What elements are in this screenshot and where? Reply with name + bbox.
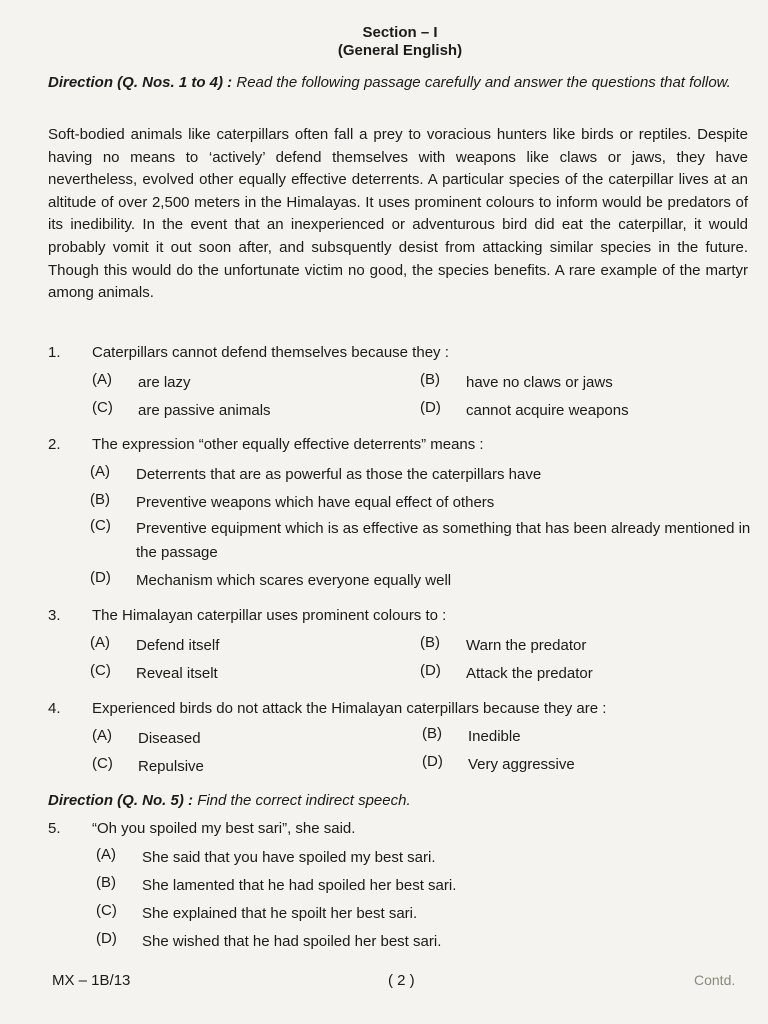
option-letter: (A) (90, 634, 110, 651)
option-letter: (B) (420, 634, 440, 651)
option-text: Warn the predator (466, 637, 587, 654)
option-text: are passive animals (138, 402, 271, 419)
question-text: The Himalayan caterpillar uses prominent colours to : (92, 607, 447, 624)
option-text: Preventive weapons which have equal effect of others (136, 494, 495, 511)
direction-text: Find the correct indirect speech. (197, 792, 411, 809)
question-number: 3. (48, 607, 61, 624)
paper-code: MX – 1B/13 (52, 972, 131, 989)
option-letter: (D) (420, 399, 441, 416)
question-text: Experienced birds do not attack the Himalayan caterpillars because they are : (92, 700, 607, 717)
option-text: Diseased (138, 730, 201, 747)
option-text: Reveal itselt (136, 665, 218, 682)
option-letter: (D) (420, 662, 441, 679)
option-letter: (B) (90, 491, 110, 508)
option-text: Inedible (468, 728, 521, 745)
question-number: 5. (48, 820, 61, 837)
option-text: She explained that he spoilt her best sari. (142, 905, 418, 922)
option-letter: (D) (96, 930, 117, 947)
option-text: Mechanism which scares everyone equally well (136, 572, 452, 589)
direction-label: Direction (Q. No. 5) : (48, 792, 194, 809)
option-text: She wished that he had spoiled her best sari. (142, 933, 442, 950)
option-text: She lamented that he had spoiled her best sari. (142, 877, 457, 894)
direction-q5 (48, 790, 748, 812)
option-letter: (C) (92, 755, 113, 772)
direction-text: Read the following passage carefully and answer the questions that follow. (236, 74, 731, 91)
question-text: “Oh you spoiled my best sari”, she said. (92, 820, 356, 837)
option-letter: (D) (422, 753, 443, 770)
option-letter: (B) (96, 874, 116, 891)
question-text: Caterpillars cannot defend themselves because they : (92, 344, 449, 361)
option-letter: (A) (92, 371, 112, 388)
option-letter: (C) (96, 902, 117, 919)
option-text: Repulsive (138, 758, 204, 775)
option-letter: (A) (96, 846, 116, 863)
question-number: 4. (48, 700, 61, 717)
reading-passage: Soft-bodied animals like caterpillars often fall a prey to voracious hunters like birds or reptiles. Despite having no means to ‘actively’ defend themselves with weapons like claws or jaws, they have nevertheless, evolved other equally effective deterrents. A particular species of the caterpillar lives at an altitude of over 2,500 meters in the Himalayas. It uses prominent colours to inform would be predators of its inedibility. In the event that an inexperienced or adventurous bird did eat the caterpillar, it would probably vomit it out soon after, and subsquently desist from attacking similar species in the future. Though this would do the unfortunate victim no good, the species benefits. A rare example of the martyr among animals. (48, 126, 748, 302)
section-subtitle: (General English) (337, 42, 463, 59)
option-letter: (A) (90, 463, 110, 480)
option-letter: (B) (420, 371, 440, 388)
option-letter: (C) (90, 517, 111, 534)
section-title: Section – I (362, 24, 438, 41)
option-text: Very aggressive (468, 756, 575, 773)
question-text: The expression “other equally effective deterrents” means : (92, 436, 484, 453)
option-text: cannot acquire weapons (466, 402, 629, 419)
continued-mark: Contd. (694, 972, 736, 988)
option-text: She said that you have spoiled my best sari. (142, 849, 436, 866)
option-text: have no claws or jaws (466, 374, 613, 391)
option-letter: (D) (90, 569, 111, 586)
option-text: Defend itself (136, 637, 220, 654)
option-letter: (C) (90, 662, 111, 679)
option-letter: (C) (92, 399, 113, 416)
option-text: Attack the predator (466, 665, 593, 682)
question-number: 2. (48, 436, 61, 453)
page-number: ( 2 ) (388, 972, 415, 989)
option-text: Preventive equipment which is as effective as something that has been already mentioned in the passage (136, 520, 751, 561)
option-text: Deterrents that are as powerful as those the caterpillars have (136, 466, 542, 483)
option-letter: (A) (92, 727, 112, 744)
question-number: 1. (48, 344, 61, 361)
direction-label: Direction (Q. Nos. 1 to 4) : (48, 74, 233, 91)
option-letter: (B) (422, 725, 442, 742)
direction-q1-4 (48, 72, 748, 94)
option-text: are lazy (138, 374, 191, 391)
